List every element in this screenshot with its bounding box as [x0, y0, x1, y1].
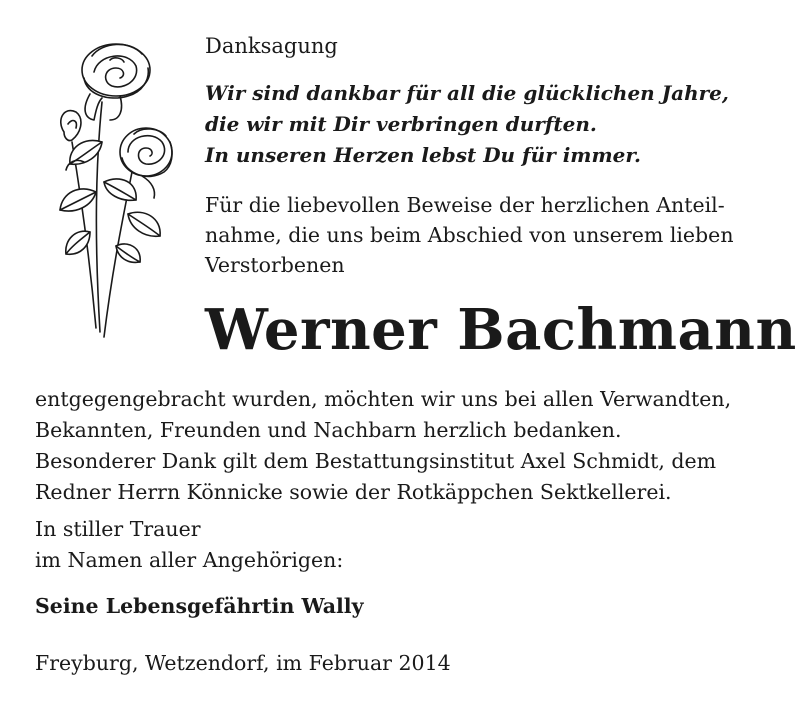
thanks-paragraph	[35, 384, 780, 508]
signature: Seine Lebensgefährtin Wally	[35, 594, 364, 618]
place-and-date: Freyburg, Wetzendorf, im Februar 2014	[35, 651, 451, 675]
notice-heading: Danksagung	[205, 34, 338, 58]
verse-line: In unseren Herzen lebst Du für immer.	[205, 143, 642, 167]
intro-line: nahme, die uns beim Abschied von unserem lieben	[205, 223, 734, 247]
closing-line: In stiller Trauer	[35, 517, 201, 541]
closing-line: im Namen aller Angehörigen:	[35, 548, 344, 572]
thanks-line: entgegengebracht wurden, möchten wir uns bei allen Verwandten,	[35, 387, 732, 411]
thanks-line: Bekannten, Freunden und Nachbarn herzlich bedanken.	[35, 418, 622, 442]
intro-line: Verstorbenen	[205, 253, 345, 277]
obituary-notice	[2, 2, 798, 709]
memorial-verse	[205, 78, 729, 171]
deceased-name: Werner Bachmann	[205, 297, 797, 363]
intro-paragraph	[205, 190, 780, 280]
verse-line: Wir sind dankbar für all die glücklichen Jahre,	[205, 81, 729, 105]
verse-line: die wir mit Dir verbringen durften.	[205, 112, 597, 136]
thanks-line: Redner Herrn Könnicke sowie der Rotkäppchen Sektkellerei.	[35, 480, 672, 504]
rose-illustration	[24, 32, 184, 352]
intro-line: Für die liebevollen Beweise der herzlichen Anteil-	[205, 193, 725, 217]
thanks-line: Besonderer Dank gilt dem Bestattungsinstitut Axel Schmidt, dem	[35, 449, 717, 473]
closing-lines	[35, 514, 343, 576]
